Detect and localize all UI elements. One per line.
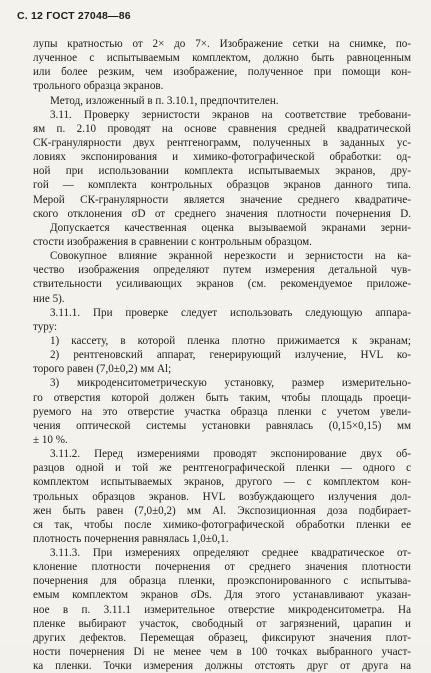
text-line: 2) рентгеновский аппарат, генерирующий излучение, HVL ко- — [50, 349, 411, 362]
text-line: туру: — [33, 320, 58, 333]
text-line: ся так, чтобы после химико-фотографической обработки пленки ее — [33, 518, 411, 531]
body-text — [33, 37, 411, 673]
text-line: стости изображения в сравнении с контрольным образцом. — [33, 235, 312, 248]
text-line: жен быть равен (7,0±0,2) мм Al. Экспозиционная доза подбирает- — [33, 504, 411, 517]
text-line: ние 5). — [33, 292, 65, 305]
text-line: других дефектов. Перемещая образец, фиксируют значения плот- — [33, 631, 411, 644]
text-line: разцов одной и той же рентгенографической пленки — одного с — [33, 462, 411, 475]
text-line: лученное с испытываемым комплектом, должно быть равноценным — [33, 52, 411, 65]
text-line: 3) микроденситометрическую установку, размер измерительно- — [50, 377, 411, 390]
text-line: Метод, изложенный в п. 3.10.1, предпочтителен. — [50, 94, 279, 107]
text-line: СК-гранулярности двух рентгенограмм, полученных в заданных ус- — [33, 136, 411, 149]
text-line: клонение плотности почернения от среднего значения плотности — [33, 561, 411, 574]
text-line: 3.11. Проверку зернистости экранов на соответствие требовани- — [50, 108, 411, 121]
text-line: Мерой СК-гранулярности является значение среднего квадратиче- — [33, 193, 411, 206]
text-line: ка пленки. Точки измерения должны отстоять друг от друга на — [33, 660, 411, 673]
text-line: 1) кассету, в которой пленка плотно прижимается к экранам; — [50, 334, 411, 347]
text-line: или более резким, чем изображение, полученное при помощи кон- — [33, 66, 411, 79]
text-line: комплектом испытываемых экранов, другого — с комплектом кон- — [33, 476, 411, 489]
text-line: трольного образца экранов. — [33, 80, 164, 93]
text-line: ям п. 2.10 проводят на основе сравнения средней квадратической — [33, 122, 411, 135]
text-line: трольных образцов экранов. HVL возбуждающего излучения дол- — [33, 490, 411, 503]
page-header: С. 12 ГОСТ 27048—86 — [17, 10, 131, 22]
text-line: ± 10 %. — [33, 433, 68, 446]
text-line: ского отклонения σD от среднего значения плотности почернения D. — [33, 207, 411, 220]
text-line: 3.11.1. При проверке следует использовать следующую аппара- — [50, 306, 411, 319]
text-line: торого равен (7,0±0,2) мм Al; — [33, 363, 172, 376]
text-line: ное в п. 3.11.1 измерительное отверстие микроденситометра. На — [33, 603, 411, 616]
text-line: 3.11.3. При измерениях определяют среднее квадратическое от- — [50, 547, 411, 560]
text-line: ной при использовании комплекта испытываемых экранов, дру- — [33, 165, 411, 178]
text-line: ности почернения Di не менее чем в 100 точках выбранного участ- — [33, 646, 411, 659]
text-line: ловиях экспонирования и химико-фотографической обработки: од- — [33, 151, 411, 164]
text-line: ствительности усиливающих экранов (см. рекомендуемое приложе- — [33, 278, 411, 291]
text-line: чения оптической системы установки равнялась (0,15×0,15) мм — [33, 419, 411, 432]
text-line: плотность почернения равнялась 1,0±0,1. — [33, 532, 229, 545]
text-line: руемого на это отверстие участка образца пленки с учетом увели- — [33, 405, 411, 418]
text-line: Допускается качественная оценка вызываемой экранами зерни- — [50, 221, 411, 234]
text-line: лупы кратностью от 2× до 7×. Изображение сетки на снимке, по- — [33, 38, 411, 50]
text-line: 3.11.2. Перед измерениями проводят экспонирование двух об- — [50, 448, 411, 461]
text-line: Совокупное влияние экранной нерезкости и зернистости на ка- — [50, 250, 411, 263]
text-line: гой — комплекта контрольных образцов экранов данного типа. — [33, 179, 411, 192]
text-line: почернения для образца пленки, проэкспонированного с испытыва- — [33, 575, 411, 588]
text-line: пленке выбирают участок, свободный от загрязнений, царапин и — [33, 617, 411, 630]
text-line: емым комплектом экранов σDs. Для этого устанавливают указан- — [33, 589, 411, 602]
text-line: чество изображения определяют путем измерения детальной чув- — [33, 264, 411, 277]
text-line: го отверстия которой должен быть таким, чтобы площадь проеци- — [33, 391, 411, 404]
